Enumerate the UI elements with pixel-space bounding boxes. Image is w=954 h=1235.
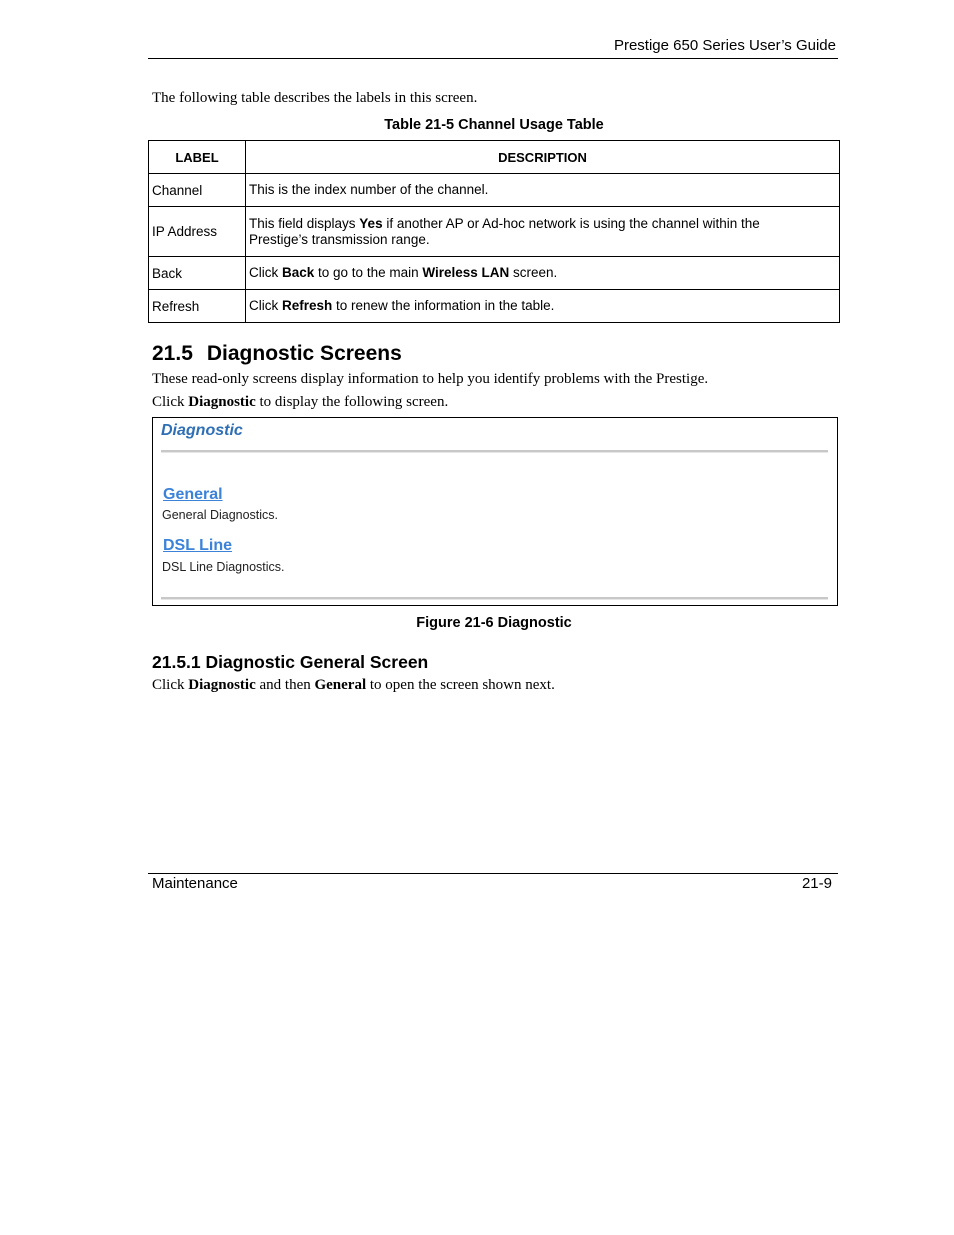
section-title: Diagnostic Screens [206, 342, 402, 365]
dsl-line-description: DSL Line Diagnostics. [162, 560, 285, 574]
diagnostic-screenshot [152, 417, 838, 606]
table-row [149, 257, 840, 290]
divider [161, 450, 828, 453]
row-description: This is the index number of the channel. [246, 174, 840, 207]
section-number: 21.5 [152, 342, 193, 365]
table-caption: Table 21-5 Channel Usage Table [384, 117, 604, 133]
header-rule [148, 58, 838, 59]
footer-page-number: 21-9 [801, 875, 832, 892]
description-column-header: DESCRIPTION [246, 141, 840, 174]
figure-caption: Figure 21-6 Diagnostic [416, 615, 572, 631]
table-header-row [149, 141, 840, 174]
section-paragraph: These read-only screens display information to help you identify problems with the Prestige. [152, 371, 709, 387]
header-title: Prestige 650 Series User’s Guide [613, 37, 836, 54]
footer-chapter: Maintenance [152, 875, 238, 892]
row-label: Back [149, 257, 246, 290]
row-description: This field displays Yes if another AP or Ad-hoc network is using the channel within the Prestige’s transmission range. [246, 207, 840, 257]
subsection-paragraph: Click Diagnostic and then General to open the screen shown next. [152, 677, 555, 693]
dsl-line-link[interactable]: DSL Line [163, 537, 233, 554]
divider [161, 597, 828, 600]
label-column-header: LABEL [149, 141, 246, 174]
subsection-heading: 21.5.1 Diagnostic General Screen [152, 652, 429, 672]
intro-text: The following table describes the labels in this screen. [152, 90, 478, 106]
table-row [149, 207, 840, 257]
table-row [149, 290, 840, 323]
row-label: Refresh [149, 290, 246, 323]
row-description: Click Back to go to the main Wireless LAN screen. [246, 257, 840, 290]
row-label: Channel [149, 174, 246, 207]
section-instruction: Click Diagnostic to display the following screen. [152, 394, 449, 410]
channel-usage-table [148, 140, 840, 323]
diagnostic-page-title: Diagnostic [161, 422, 243, 439]
row-description: Click Refresh to renew the information in the table. [246, 290, 840, 323]
table-row [149, 174, 840, 207]
section-heading [152, 342, 402, 366]
general-link[interactable]: General [163, 486, 223, 503]
footer-rule [148, 873, 838, 874]
general-description: General Diagnostics. [162, 508, 279, 522]
row-label: IP Address [149, 207, 246, 257]
